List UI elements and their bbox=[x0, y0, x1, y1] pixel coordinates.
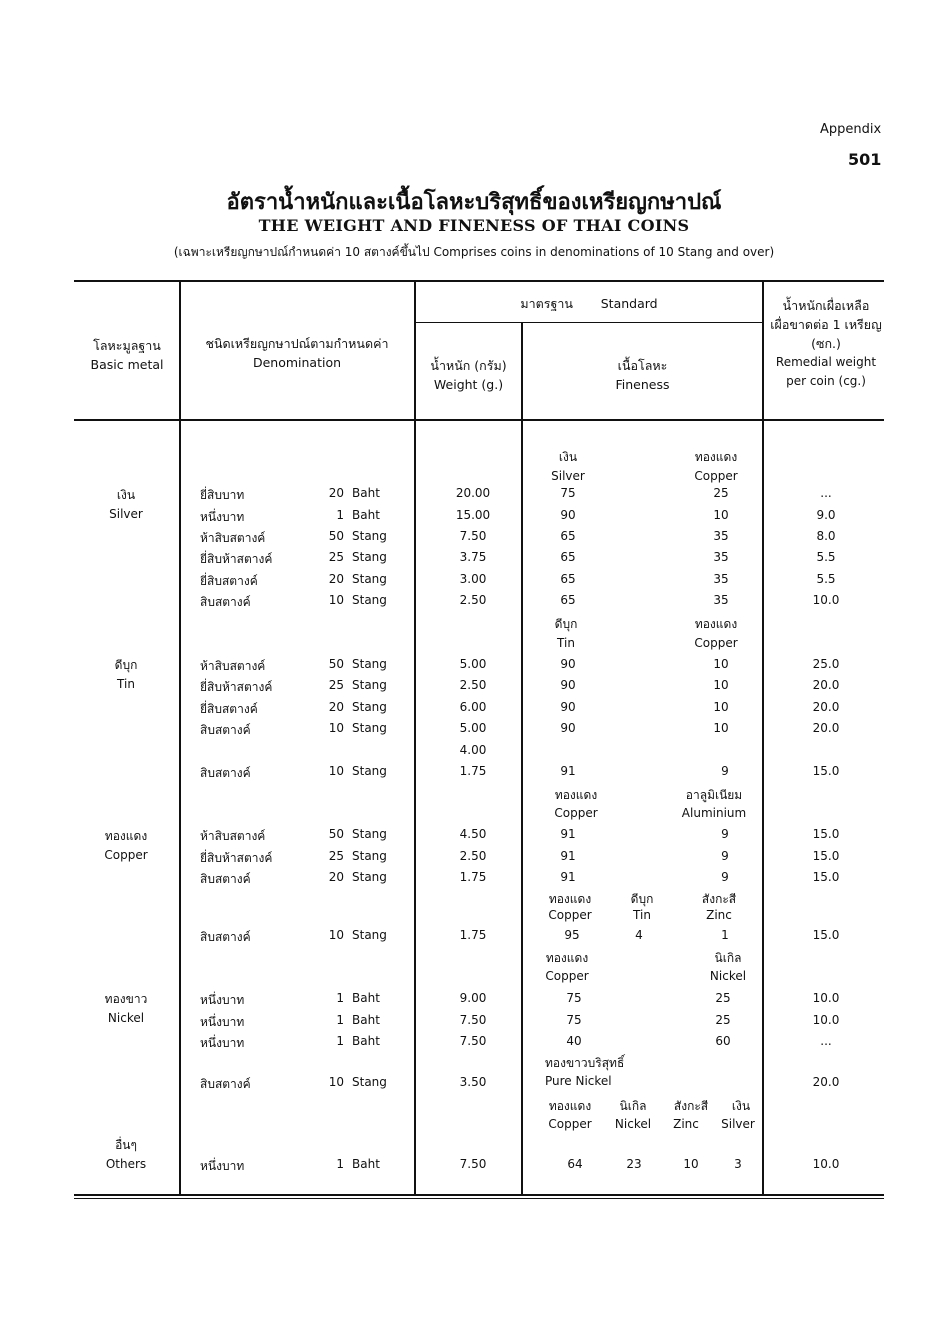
denomination-number: 20 bbox=[328, 572, 344, 586]
denomination-thai: สิบสตางค์ bbox=[200, 595, 251, 609]
metal-silver-en: Silver bbox=[109, 507, 143, 521]
fin-copper-copper-th: ทองแดง bbox=[554, 788, 598, 802]
denomination-thai: หนึ่งบาท bbox=[200, 1036, 245, 1050]
fineness-value-1: 75 bbox=[560, 486, 576, 500]
remedial-weight-value: 20.0 bbox=[812, 700, 840, 714]
header-fineness-en: Fineness bbox=[615, 377, 670, 392]
header-remedial-th-2: เผื่อขาดต่อ 1 เหรียญ bbox=[770, 317, 882, 332]
fineness-value-2: 25 bbox=[715, 991, 731, 1005]
fineness-value-2: 10 bbox=[713, 657, 729, 671]
header-weight bbox=[416, 356, 521, 394]
denomination-number: 10 bbox=[328, 928, 344, 942]
denomination-unit: Baht bbox=[352, 991, 380, 1005]
denomination-thai: หนึ่งบาท bbox=[200, 1015, 245, 1029]
weight-value: 6.00 bbox=[459, 700, 487, 714]
remedial-weight-value: 10.0 bbox=[812, 593, 840, 607]
fin-alloy-copper-en: Copper bbox=[548, 908, 592, 922]
fin-tin-tin-th: ดีบุก bbox=[554, 617, 578, 631]
metal-nickel-th: ทองขาว bbox=[104, 992, 148, 1006]
weight-value: 4.00 bbox=[459, 743, 487, 757]
weight-value: 5.00 bbox=[459, 721, 487, 735]
weight-value: 7.50 bbox=[459, 1034, 487, 1048]
header-standard bbox=[416, 294, 762, 313]
remedial-weight-value: ... bbox=[820, 1034, 832, 1048]
denomination-unit: Baht bbox=[352, 486, 380, 500]
denomination-number: 20 bbox=[328, 700, 344, 714]
weight-value: 7.50 bbox=[459, 529, 487, 543]
header-remedial-en-1: Remedial weight bbox=[775, 355, 877, 369]
metal-tin-th: ดีบุก bbox=[114, 658, 138, 672]
fin-others-zinc-th: สังกะสี bbox=[673, 1099, 709, 1113]
title-thai: อัตราน้ำหนักและเนื้อโลหะบริสุทธิ์ของเหรียญกษาปณ์ bbox=[226, 190, 722, 215]
fineness-value-1: 65 bbox=[560, 572, 576, 586]
header-fineness bbox=[523, 356, 762, 394]
weight-value: 7.50 bbox=[459, 1157, 487, 1171]
weight-value: 2.50 bbox=[459, 678, 487, 692]
weight-value: 3.50 bbox=[459, 1075, 487, 1089]
fin-others-nickel-th: นิเกิล bbox=[619, 1099, 647, 1113]
page-number: 501 bbox=[848, 150, 882, 169]
header-weight-en: Weight (g.) bbox=[433, 377, 504, 392]
remedial-weight-value: 20.0 bbox=[812, 678, 840, 692]
fineness-value-1: 65 bbox=[560, 593, 576, 607]
weight-value: 4.50 bbox=[459, 827, 487, 841]
denomination-thai: หนึ่งบาท bbox=[200, 993, 245, 1007]
denomination-thai: ยี่สิบสตางค์ bbox=[200, 574, 258, 588]
denomination-number: 10 bbox=[328, 593, 344, 607]
denomination-thai: สิบสตางค์ bbox=[200, 723, 251, 737]
denomination-number: 20 bbox=[328, 870, 344, 884]
header-standard-th: มาตรฐาน bbox=[520, 296, 573, 311]
fin-others-silver-th: เงิน bbox=[731, 1099, 751, 1113]
appendix-label: Appendix bbox=[820, 122, 882, 137]
col-divider-2 bbox=[414, 282, 416, 1194]
header-remedial-en-2: per coin (cg.) bbox=[786, 374, 866, 388]
col-divider-4 bbox=[762, 282, 764, 1194]
denomination-unit: Baht bbox=[352, 1157, 380, 1171]
fineness-value-2: 9 bbox=[721, 870, 729, 884]
denomination-unit: Stang bbox=[352, 700, 387, 714]
fin-silver-silver-en: Silver bbox=[551, 469, 585, 483]
fineness-value-3: 1 bbox=[721, 928, 729, 942]
fin-others-copper-en: Copper bbox=[548, 1117, 592, 1131]
fineness-value-1: 91 bbox=[560, 764, 576, 778]
header-denomination-en: Denomination bbox=[252, 355, 342, 370]
fin-alloy-zinc-en: Zinc bbox=[706, 908, 732, 922]
weight-value: 1.75 bbox=[459, 928, 487, 942]
fineness-value-2: 35 bbox=[713, 529, 729, 543]
metal-others-th: อื่นๆ bbox=[115, 1138, 137, 1152]
table-bottom-rule bbox=[74, 1194, 884, 1196]
fin-silver-copper-en: Copper bbox=[694, 469, 738, 483]
remedial-weight-value: 15.0 bbox=[812, 849, 840, 863]
denomination-thai: สิบสตางค์ bbox=[200, 1077, 251, 1091]
fineness-value-1: 90 bbox=[560, 721, 576, 735]
metal-tin-en: Tin bbox=[117, 677, 135, 691]
fin-alloy-tin-th: ดีบุก bbox=[630, 892, 654, 906]
fin-copper-copper-en: Copper bbox=[554, 806, 598, 820]
weight-value: 7.50 bbox=[459, 1013, 487, 1027]
denomination-unit: Stang bbox=[352, 928, 387, 942]
fineness-value-2: 60 bbox=[715, 1034, 731, 1048]
fin-nickel-copper-th: ทองแดง bbox=[545, 951, 589, 965]
fin-others-silver-en: Silver bbox=[721, 1117, 755, 1131]
fineness-value-1: 90 bbox=[560, 700, 576, 714]
denomination-unit: Stang bbox=[352, 529, 387, 543]
remedial-weight-value: 15.0 bbox=[812, 928, 840, 942]
denomination-unit: Stang bbox=[352, 870, 387, 884]
fin-copper-aluminium-en: Aluminium bbox=[681, 806, 747, 820]
weight-value: 20.00 bbox=[455, 486, 491, 500]
table-bottom-rule-2 bbox=[74, 1198, 884, 1199]
metal-copper-th: ทองแดง bbox=[104, 829, 148, 843]
fineness-value-1: 65 bbox=[560, 529, 576, 543]
header-remedial-th-3: (ซก.) bbox=[811, 336, 841, 351]
fineness-value-1: 75 bbox=[566, 1013, 582, 1027]
denomination-thai: ยี่สิบสตางค์ bbox=[200, 702, 258, 716]
fineness-value-1: 65 bbox=[560, 550, 576, 564]
denomination-thai: ยี่สิบห้าสตางค์ bbox=[200, 680, 273, 694]
weight-value: 2.50 bbox=[459, 593, 487, 607]
col-divider-3 bbox=[521, 323, 523, 1194]
denomination-unit: Stang bbox=[352, 849, 387, 863]
fin-alloy-zinc-th: สังกะสี bbox=[701, 892, 737, 906]
fineness-value-1: 95 bbox=[564, 928, 580, 942]
denomination-number: 20 bbox=[328, 486, 344, 500]
remedial-weight-value: 5.5 bbox=[816, 572, 836, 586]
fineness-value-2: 4 bbox=[635, 928, 643, 942]
denomination-thai: สิบสตางค์ bbox=[200, 930, 251, 944]
metal-silver-th: เงิน bbox=[116, 488, 136, 502]
fineness-value-2: 25 bbox=[715, 1013, 731, 1027]
fineness-value-2: 10 bbox=[713, 721, 729, 735]
denomination-number: 1 bbox=[336, 1034, 344, 1048]
fineness-value-2: 10 bbox=[713, 678, 729, 692]
fineness-value-2: 35 bbox=[713, 550, 729, 564]
denomination-number: 10 bbox=[328, 764, 344, 778]
denomination-thai: ห้าสิบสตางค์ bbox=[200, 531, 266, 545]
denomination-thai: ยี่สิบห้าสตางค์ bbox=[200, 552, 273, 566]
metal-nickel-en: Nickel bbox=[107, 1011, 145, 1025]
denomination-number: 25 bbox=[328, 550, 344, 564]
fineness-value-2: 9 bbox=[721, 827, 729, 841]
denomination-unit: Stang bbox=[352, 1075, 387, 1089]
fineness-value-1: 64 bbox=[567, 1157, 583, 1171]
remedial-weight-value: 15.0 bbox=[812, 870, 840, 884]
fin-tin-tin-en: Tin bbox=[557, 636, 575, 650]
fineness-value-3: 10 bbox=[683, 1157, 699, 1171]
denomination-number: 1 bbox=[336, 991, 344, 1005]
fin-alloy-tin-en: Tin bbox=[633, 908, 651, 922]
fin-nickel-copper-en: Copper bbox=[545, 969, 589, 983]
fin-tin-copper-en: Copper bbox=[694, 636, 738, 650]
weight-value: 5.00 bbox=[459, 657, 487, 671]
denomination-unit: Baht bbox=[352, 508, 380, 522]
fineness-value-1: 91 bbox=[560, 870, 576, 884]
denomination-number: 50 bbox=[328, 657, 344, 671]
denomination-thai: ยี่สิบบาท bbox=[200, 488, 245, 502]
fineness-value-1: 40 bbox=[566, 1034, 582, 1048]
header-basic-metal-th: โลหะมูลฐาน bbox=[93, 338, 161, 353]
denomination-thai: ยี่สิบห้าสตางค์ bbox=[200, 851, 273, 865]
header-denomination-th: ชนิดเหรียญกษาปณ์ตามกำหนดค่า bbox=[205, 336, 389, 351]
col-divider-1 bbox=[179, 282, 181, 1194]
fineness-value-2: 9 bbox=[721, 849, 729, 863]
header-remedial bbox=[764, 296, 888, 391]
denomination-number: 1 bbox=[336, 1157, 344, 1171]
fineness-value-2: 35 bbox=[713, 593, 729, 607]
fin-nickel-nickel-en: Nickel bbox=[709, 969, 747, 983]
fineness-value-1: 91 bbox=[560, 827, 576, 841]
title-english: THE WEIGHT AND FINENESS OF THAI COINS bbox=[258, 216, 690, 235]
denomination-unit: Stang bbox=[352, 764, 387, 778]
fin-others-nickel-en: Nickel bbox=[614, 1117, 652, 1131]
fineness-value-2: 10 bbox=[713, 508, 729, 522]
metal-others-en: Others bbox=[105, 1157, 147, 1171]
fin-silver-silver-th: เงิน bbox=[558, 450, 578, 464]
denomination-unit: Stang bbox=[352, 572, 387, 586]
denomination-thai: ห้าสิบสตางค์ bbox=[200, 659, 266, 673]
fineness-value-1: 91 bbox=[560, 849, 576, 863]
denomination-number: 25 bbox=[328, 678, 344, 692]
standard-sub-rule bbox=[414, 322, 763, 323]
denomination-number: 1 bbox=[336, 508, 344, 522]
remedial-weight-value: 5.5 bbox=[816, 550, 836, 564]
denomination-unit: Stang bbox=[352, 657, 387, 671]
fin-others-copper-th: ทองแดง bbox=[548, 1099, 592, 1113]
header-denomination bbox=[182, 334, 412, 372]
weight-value: 9.00 bbox=[459, 991, 487, 1005]
fineness-value-1: 90 bbox=[560, 657, 576, 671]
remedial-weight-value: 20.0 bbox=[812, 721, 840, 735]
fin-alloy-copper-th: ทองแดง bbox=[548, 892, 592, 906]
fin-copper-aluminium-th: อาลูมิเนียม bbox=[685, 788, 743, 802]
denomination-unit: Stang bbox=[352, 827, 387, 841]
denomination-number: 1 bbox=[336, 1013, 344, 1027]
fineness-value-4: 3 bbox=[734, 1157, 742, 1171]
denomination-unit: Stang bbox=[352, 721, 387, 735]
fin-others-zinc-en: Zinc bbox=[673, 1117, 699, 1131]
denomination-thai: หนึ่งบาท bbox=[200, 510, 245, 524]
denomination-number: 10 bbox=[328, 721, 344, 735]
remedial-weight-value: 10.0 bbox=[812, 1013, 840, 1027]
remedial-weight-value: 8.0 bbox=[816, 529, 836, 543]
remedial-weight-value: 25.0 bbox=[812, 657, 840, 671]
header-standard-en: Standard bbox=[600, 296, 658, 311]
header-weight-th: น้ำหนัก (กรัม) bbox=[430, 358, 507, 373]
denomination-unit: Stang bbox=[352, 593, 387, 607]
fineness-value-1: 90 bbox=[560, 508, 576, 522]
remedial-weight-value: ... bbox=[820, 486, 832, 500]
denomination-number: 25 bbox=[328, 849, 344, 863]
denomination-unit: Baht bbox=[352, 1013, 380, 1027]
header-basic-metal bbox=[78, 336, 176, 374]
denomination-thai: ห้าสิบสตางค์ bbox=[200, 829, 266, 843]
fin-pure-nickel-en: Pure Nickel bbox=[545, 1074, 612, 1088]
denomination-unit: Baht bbox=[352, 1034, 380, 1048]
fin-nickel-nickel-th: นิเกิล bbox=[714, 951, 742, 965]
fineness-value-1: 75 bbox=[566, 991, 582, 1005]
denomination-thai: หนึ่งบาท bbox=[200, 1159, 245, 1173]
denomination-unit: Stang bbox=[352, 678, 387, 692]
denomination-number: 50 bbox=[328, 827, 344, 841]
fineness-value-2: 25 bbox=[713, 486, 729, 500]
remedial-weight-value: 20.0 bbox=[812, 1075, 840, 1089]
remedial-weight-value: 10.0 bbox=[812, 991, 840, 1005]
denomination-thai: สิบสตางค์ bbox=[200, 872, 251, 886]
remedial-weight-value: 10.0 bbox=[812, 1157, 840, 1171]
fineness-value-2: 10 bbox=[713, 700, 729, 714]
fin-tin-copper-th: ทองแดง bbox=[694, 617, 738, 631]
fin-silver-copper-th: ทองแดง bbox=[694, 450, 738, 464]
subtitle: (เฉพาะเหรียญกษาปณ์กำหนดค่า 10 สตางค์ขึ้นไป Comprises coins in denominations of 10 Stang and over) bbox=[173, 245, 775, 259]
denomination-unit: Stang bbox=[352, 550, 387, 564]
fineness-value-2: 9 bbox=[721, 764, 729, 778]
header-fineness-th: เนื้อโลหะ bbox=[617, 358, 668, 373]
weight-value: 2.50 bbox=[459, 849, 487, 863]
header-remedial-th-1: น้ำหนักเผื่อเหลือ bbox=[782, 298, 870, 313]
denomination-number: 10 bbox=[328, 1075, 344, 1089]
weight-value: 1.75 bbox=[459, 870, 487, 884]
remedial-weight-value: 15.0 bbox=[812, 827, 840, 841]
fineness-value-2: 35 bbox=[713, 572, 729, 586]
remedial-weight-value: 9.0 bbox=[816, 508, 836, 522]
weight-value: 3.75 bbox=[459, 550, 487, 564]
fineness-value-2: 23 bbox=[626, 1157, 642, 1171]
remedial-weight-value: 15.0 bbox=[812, 764, 840, 778]
weight-value: 15.00 bbox=[455, 508, 491, 522]
fineness-value-1: 90 bbox=[560, 678, 576, 692]
fin-pure-nickel-th: ทองขาวบริสุทธิ์ bbox=[545, 1056, 625, 1070]
weight-value: 1.75 bbox=[459, 764, 487, 778]
denomination-number: 50 bbox=[328, 529, 344, 543]
header-basic-metal-en: Basic metal bbox=[90, 357, 164, 372]
metal-copper-en: Copper bbox=[104, 848, 148, 862]
denomination-thai: สิบสตางค์ bbox=[200, 766, 251, 780]
weight-value: 3.00 bbox=[459, 572, 487, 586]
